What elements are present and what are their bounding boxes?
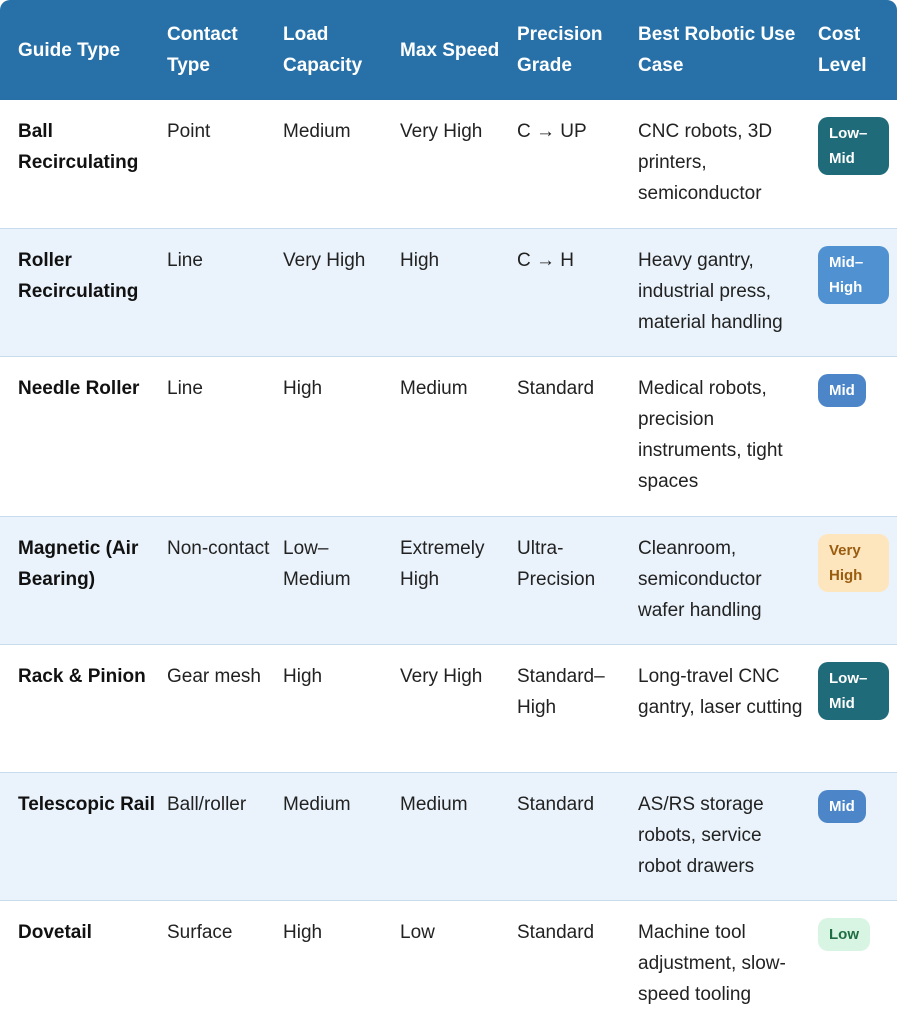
cell-load-capacity: High (283, 356, 400, 516)
cell-use-case: Long-travel CNC gantry, laser cutting (638, 644, 818, 772)
cell-max-speed: Low (400, 900, 517, 1024)
cell-contact-type: Line (167, 228, 283, 356)
cell-max-speed: Very High (400, 644, 517, 772)
cell-load-capacity: Very High (283, 228, 400, 356)
cell-cost-level (818, 100, 897, 228)
cell-load-capacity: Medium (283, 100, 400, 228)
cell-guide-type: Needle Roller (0, 356, 167, 516)
cell-max-speed: High (400, 228, 517, 356)
header-row (0, 0, 897, 100)
cell-precision-grade: Ultra-Precision (517, 516, 638, 644)
cell-cost-level (818, 900, 897, 1024)
cell-use-case: Heavy gantry, industrial press, material handling (638, 228, 818, 356)
cell-guide-type: Roller Recirculating (0, 228, 167, 356)
cost-badge: Low–Mid (818, 117, 889, 175)
table-row (0, 100, 897, 228)
cell-use-case: CNC robots, 3D printers, semiconductor (638, 100, 818, 228)
header-max-speed: Max Speed (400, 0, 517, 100)
cell-max-speed: Very High (400, 100, 517, 228)
cell-load-capacity: Low–Medium (283, 516, 400, 644)
cell-guide-type: Telescopic Rail (0, 772, 167, 900)
table-row (0, 228, 897, 356)
cell-guide-type: Magnetic (Air Bearing) (0, 516, 167, 644)
cost-badge: Mid (818, 790, 866, 823)
cell-precision-grade: C → H (517, 228, 638, 356)
cell-load-capacity: High (283, 900, 400, 1024)
cell-max-speed: Extremely High (400, 516, 517, 644)
table-row (0, 900, 897, 1024)
cost-badge: Mid–High (818, 246, 889, 304)
cell-precision-grade: Standard–High (517, 644, 638, 772)
cell-max-speed: Medium (400, 356, 517, 516)
cell-contact-type: Ball/roller (167, 772, 283, 900)
cost-badge: Low–Mid (818, 662, 889, 720)
cell-load-capacity: Medium (283, 772, 400, 900)
header-precision-grade: Precision Grade (517, 0, 638, 100)
cell-cost-level (818, 644, 897, 772)
table-row (0, 772, 897, 900)
cost-badge: Low (818, 918, 870, 951)
table-row (0, 356, 897, 516)
cell-use-case: Machine tool adjustment, slow-speed tooling (638, 900, 818, 1024)
cell-contact-type: Line (167, 356, 283, 516)
header-use-case: Best Robotic Use Case (638, 0, 818, 100)
table-row (0, 516, 897, 644)
cell-precision-grade: C → UP (517, 100, 638, 228)
cell-cost-level (818, 772, 897, 900)
cell-contact-type: Surface (167, 900, 283, 1024)
table-body (0, 100, 897, 1024)
table-row (0, 644, 897, 772)
cell-precision-grade: Standard (517, 356, 638, 516)
cell-precision-grade: Standard (517, 900, 638, 1024)
cell-cost-level (818, 228, 897, 356)
cell-contact-type: Gear mesh (167, 644, 283, 772)
cell-guide-type: Ball Recirculating (0, 100, 167, 228)
header-contact-type: Contact Type (167, 0, 283, 100)
cell-guide-type: Dovetail (0, 900, 167, 1024)
cell-use-case: Medical robots, precision instruments, tight spaces (638, 356, 818, 516)
cell-guide-type: Rack & Pinion (0, 644, 167, 772)
cost-badge: Mid (818, 374, 866, 407)
table-header (0, 0, 897, 100)
cell-contact-type: Point (167, 100, 283, 228)
header-load-capacity: Load Capacity (283, 0, 400, 100)
cell-load-capacity: High (283, 644, 400, 772)
cell-use-case: AS/RS storage robots, service robot drawers (638, 772, 818, 900)
cell-use-case: Cleanroom, semiconductor wafer handling (638, 516, 818, 644)
cell-contact-type: Non-contact (167, 516, 283, 644)
cell-max-speed: Medium (400, 772, 517, 900)
cell-precision-grade: Standard (517, 772, 638, 900)
header-guide-type: Guide Type (0, 0, 167, 100)
cell-cost-level (818, 356, 897, 516)
cost-badge: Very High (818, 534, 889, 592)
cell-cost-level (818, 516, 897, 644)
header-cost-level: Cost Level (818, 0, 897, 100)
